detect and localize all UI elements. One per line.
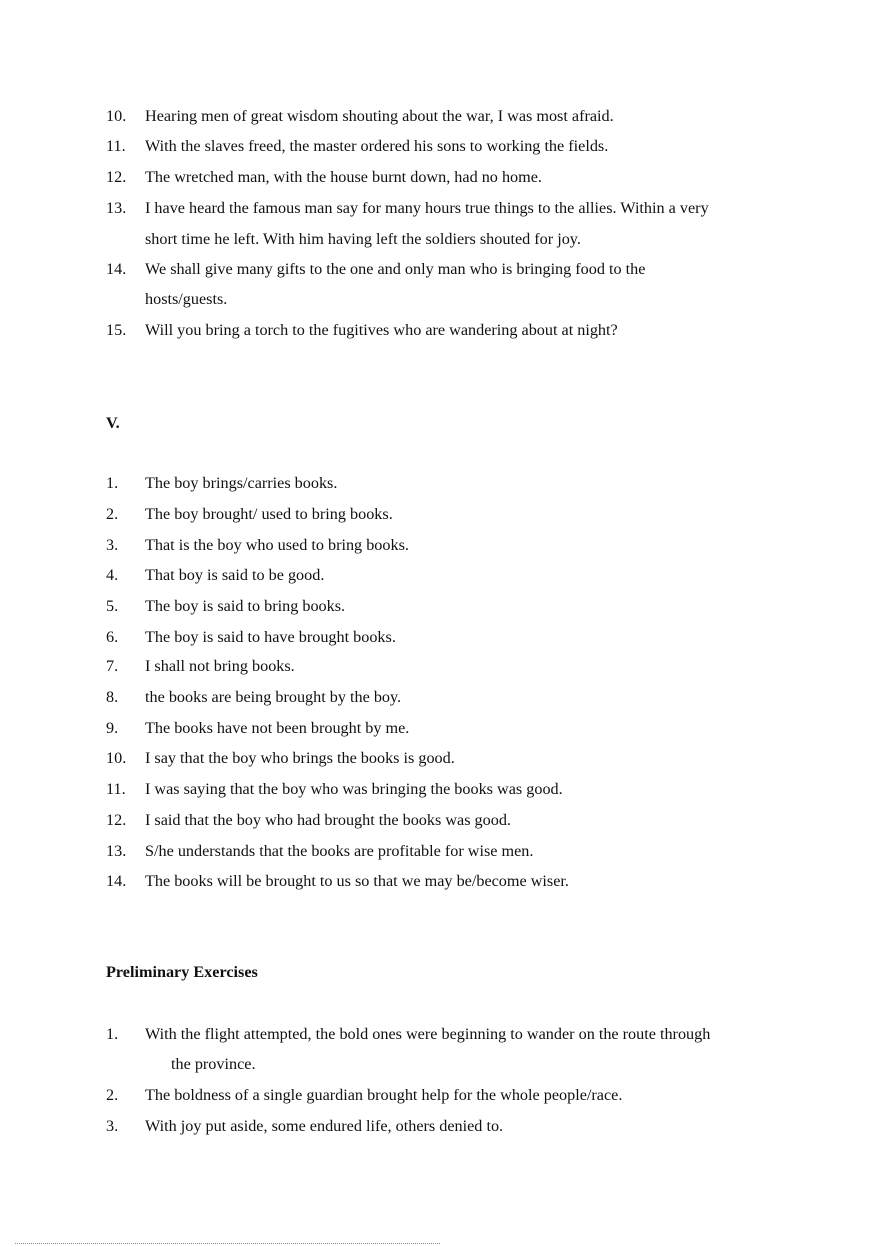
item-number: 13. <box>106 199 127 217</box>
item-text: We shall give many gifts to the one and only man who is bringing food to the <box>145 260 646 278</box>
item-number: 2. <box>106 1086 119 1104</box>
item-text: The books have not been brought by me. <box>145 719 410 737</box>
section-heading-v: V. <box>106 414 120 432</box>
item-number: 15. <box>106 321 127 339</box>
item-number: 14. <box>106 872 127 890</box>
item-text: The boy is said to bring books. <box>145 597 346 615</box>
item-text: Hearing men of great wisdom shouting about the war, I was most afraid. <box>145 107 614 125</box>
item-text: With the flight attempted, the bold ones were beginning to wander on the route through <box>145 1025 711 1043</box>
item-text: The boldness of a single guardian brought help for the whole people/race. <box>145 1086 623 1104</box>
section-heading-preliminary: Preliminary Exercises <box>106 963 258 981</box>
item-text-continued: short time he left. With him having left the soldiers shouted for joy. <box>145 230 581 248</box>
item-text: Will you bring a torch to the fugitives who are wandering about at night? <box>145 321 618 339</box>
item-text-continued: the province. <box>171 1055 256 1073</box>
item-number: 2. <box>106 505 119 523</box>
item-text: S/he understands that the books are profitable for wise men. <box>145 842 534 860</box>
item-number: 12. <box>106 168 127 186</box>
item-number: 14. <box>106 260 127 278</box>
item-number: 5. <box>106 597 119 615</box>
item-text: With joy put aside, some endured life, others denied to. <box>145 1117 504 1135</box>
item-text-continued: hosts/guests. <box>145 290 228 308</box>
item-text: I said that the boy who had brought the books was good. <box>145 811 511 829</box>
item-number: 3. <box>106 536 119 554</box>
item-text: I have heard the famous man say for many hours true things to the allies. Within a very <box>145 199 709 217</box>
item-number: 1. <box>106 474 119 492</box>
item-number: 8. <box>106 688 119 706</box>
item-number: 3. <box>106 1117 119 1135</box>
item-number: 11. <box>106 780 126 798</box>
item-number: 7. <box>106 657 119 675</box>
footnote-separator <box>15 1243 440 1244</box>
item-text: The boy brought/ used to bring books. <box>145 505 393 523</box>
item-number: 6. <box>106 628 119 646</box>
item-text: That is the boy who used to bring books. <box>145 536 409 554</box>
item-number: 11. <box>106 137 126 155</box>
item-text: I shall not bring books. <box>145 657 295 675</box>
item-text: The books will be brought to us so that we may be/become wiser. <box>145 872 569 890</box>
item-text: With the slaves freed, the master ordered his sons to working the fields. <box>145 137 609 155</box>
item-text: I was saying that the boy who was bringing the books was good. <box>145 780 563 798</box>
item-text: That boy is said to be good. <box>145 566 325 584</box>
item-number: 1. <box>106 1025 119 1043</box>
item-text: The wretched man, with the house burnt down, had no home. <box>145 168 542 186</box>
item-number: 9. <box>106 719 119 737</box>
item-number: 10. <box>106 749 127 767</box>
item-number: 10. <box>106 107 127 125</box>
item-text: the books are being brought by the boy. <box>145 688 402 706</box>
item-text: The boy is said to have brought books. <box>145 628 396 646</box>
item-number: 12. <box>106 811 127 829</box>
item-text: I say that the boy who brings the books is good. <box>145 749 455 767</box>
item-number: 13. <box>106 842 127 860</box>
item-number: 4. <box>106 566 119 584</box>
item-text: The boy brings/carries books. <box>145 474 338 492</box>
